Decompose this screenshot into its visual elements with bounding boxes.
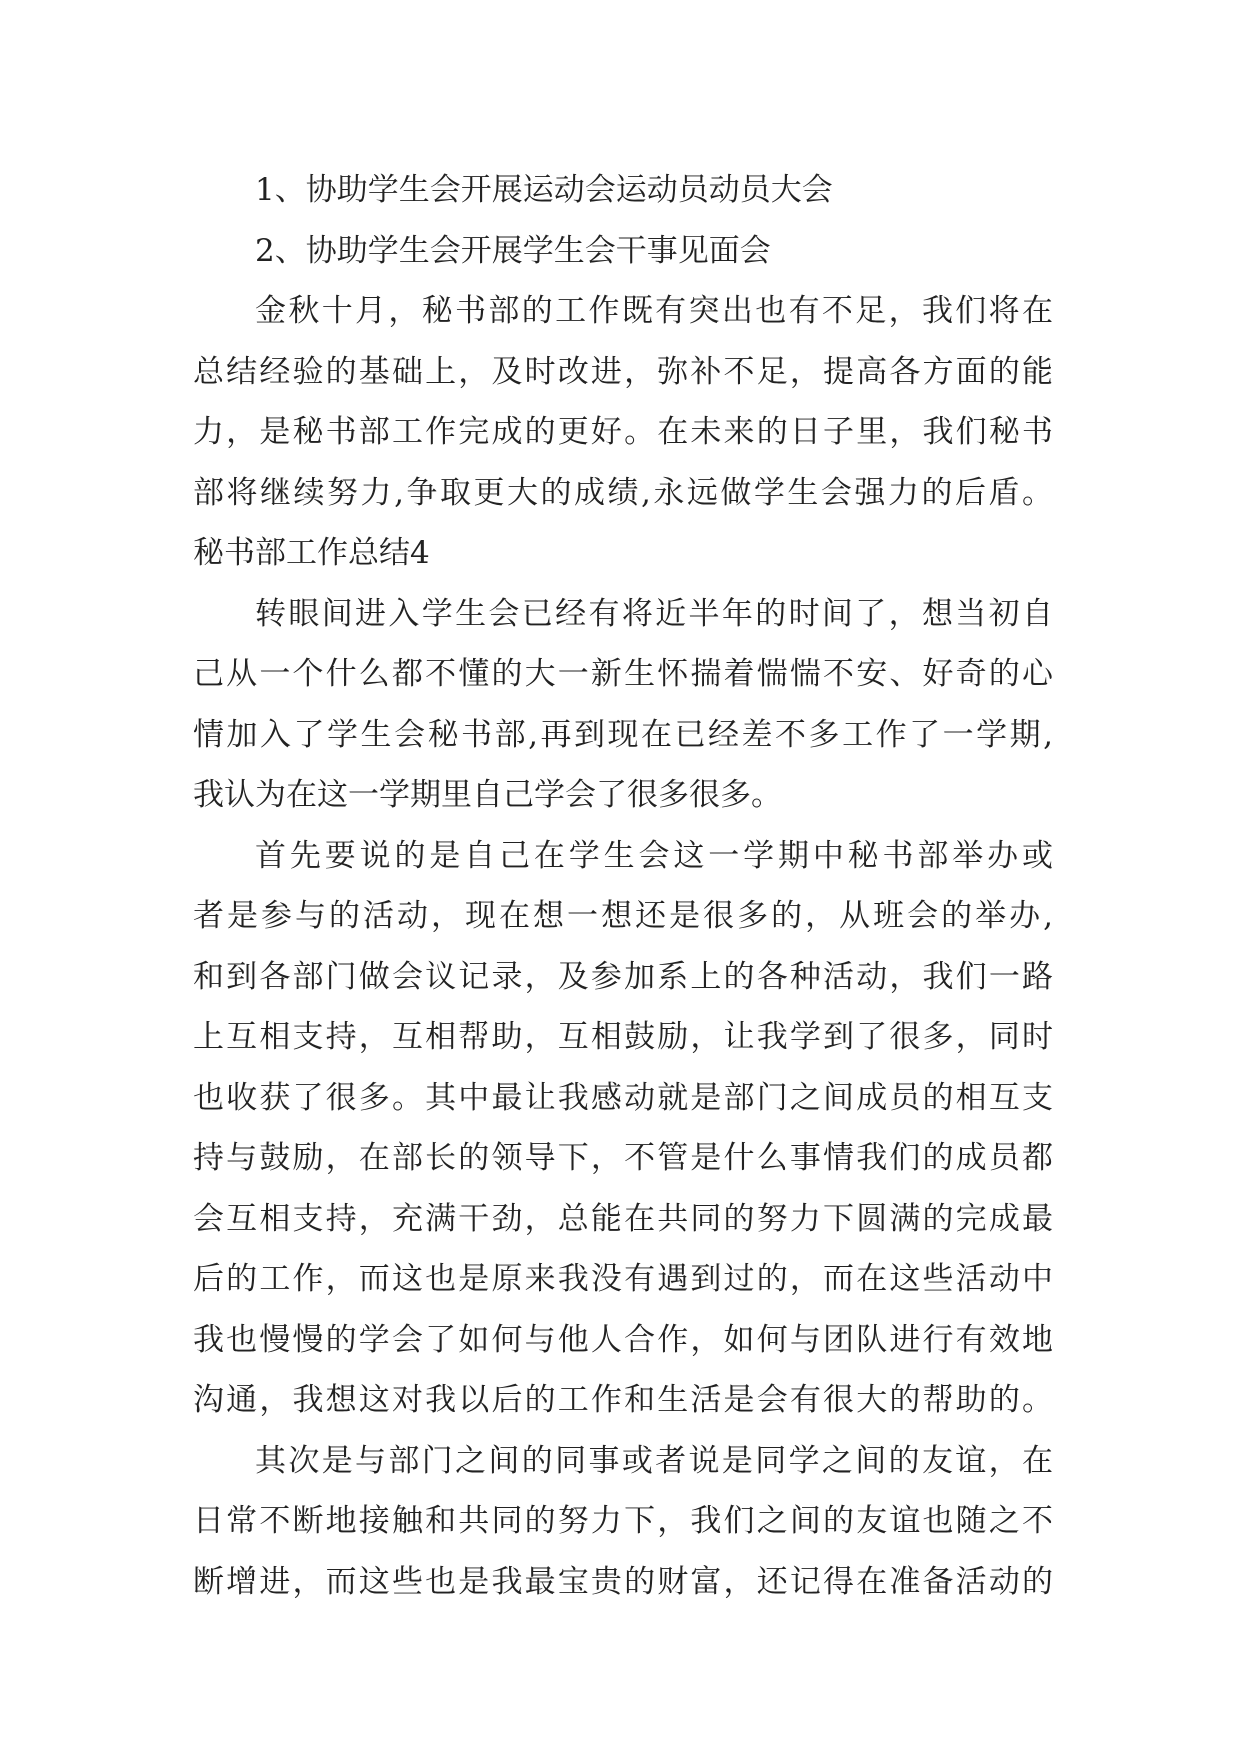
paragraph-line: 情加入了学生会秘书部,再到现在已经差不多工作了一学期, [193, 716, 1053, 753]
paragraph-line: 上互相支持，互相帮助，互相鼓励，让我学到了很多，同时 [193, 1019, 1053, 1055]
paragraph-line: 力，是秘书部工作完成的更好。在未来的日子里，我们秘书 [193, 414, 1053, 450]
paragraph-line: 后的工作，而这也是原来我没有遇到过的，而在这些活动中 [193, 1261, 1053, 1297]
paragraph-line: 沟通，我想这对我以后的工作和生活是会有很大的帮助的。 [193, 1382, 1053, 1418]
paragraph-line: 其次是与部门之间的同事或者说是同学之间的友谊，在 [255, 1442, 1053, 1479]
list-item: 2、协助学生会开展学生会干事见面会 [255, 232, 771, 269]
paragraph-line: 己从一个什么都不懂的大一新生怀揣着惴惴不安、好奇的心 [193, 656, 1053, 692]
paragraph-line: 日常不断地接触和共同的努力下，我们之间的友谊也随之不 [193, 1503, 1053, 1539]
paragraph-line: 者是参与的活动，现在想一想还是很多的，从班会的举办, [193, 898, 1053, 934]
document-body [193, 160, 1053, 1612]
paragraph-line: 首先要说的是自己在学生会这一学期中秘书部举办或 [255, 837, 1053, 874]
paragraph-line: 我认为在这一学期里自己学会了很多很多。 [193, 777, 782, 813]
section-heading: 秘书部工作总结4 [193, 535, 430, 571]
paragraph-line: 转眼间进入学生会已经有将近半年的时间了，想当初自 [255, 595, 1053, 632]
paragraph-line: 部将继续努力,争取更大的成绩,永远做学生会强力的后盾。 [193, 474, 1053, 511]
paragraph-line: 也收获了很多。其中最让我感动就是部门之间成员的相互支 [193, 1079, 1053, 1116]
paragraph-line: 和到各部门做会议记录，及参加系上的各种活动，我们一路 [193, 958, 1053, 995]
paragraph-line: 我也慢慢的学会了如何与他人合作，如何与团队进行有效地 [193, 1321, 1053, 1358]
paragraph-line: 总结经验的基础上，及时改进，弥补不足，提高各方面的能 [193, 353, 1053, 390]
paragraph-line: 会互相支持，充满干劲，总能在共同的努力下圆满的完成最 [193, 1200, 1053, 1237]
paragraph-line: 金秋十月，秘书部的工作既有突出也有不足，我们将在 [255, 293, 1053, 329]
paragraph-line: 持与鼓励，在部长的领导下，不管是什么事情我们的成员都 [193, 1140, 1053, 1176]
list-item: 1、协助学生会开展运动会运动员动员大会 [255, 172, 833, 208]
paragraph-line: 断增进，而这些也是我最宝贵的财富，还记得在准备活动的 [193, 1563, 1053, 1600]
